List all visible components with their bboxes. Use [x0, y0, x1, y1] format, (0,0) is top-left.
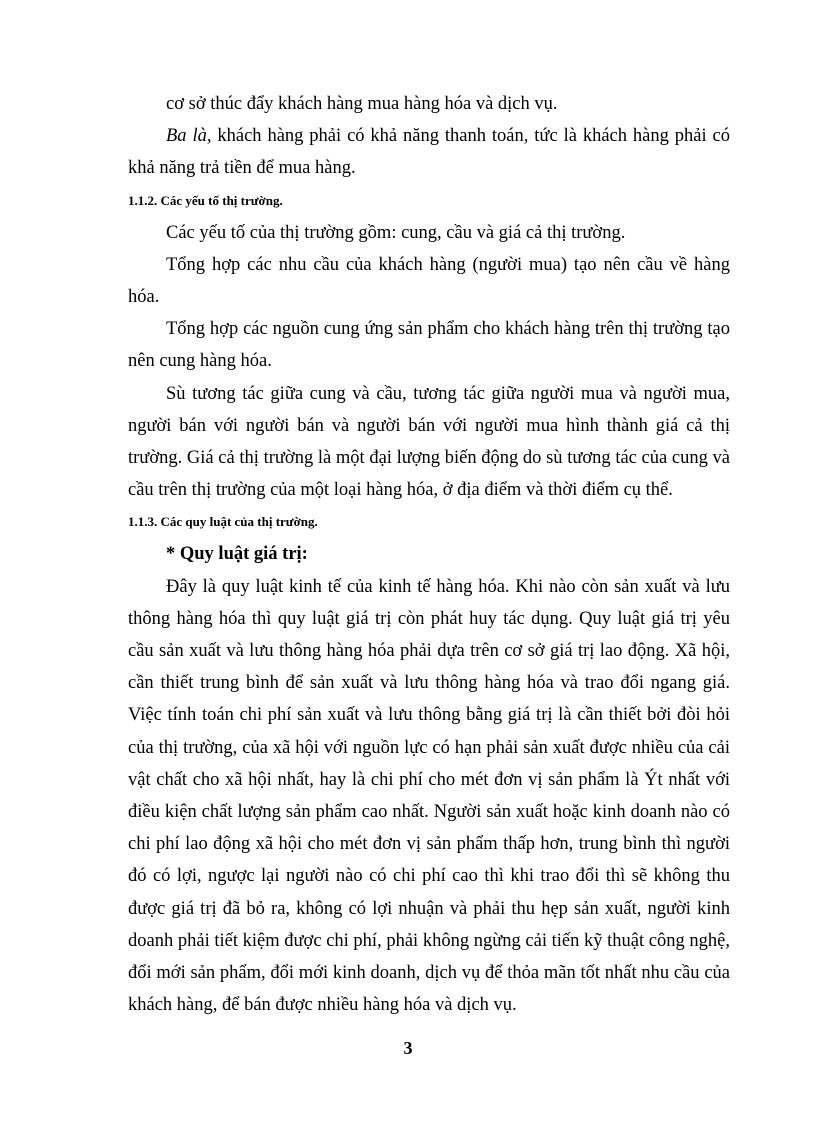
- subheading-value-law: * Quy luật giá trị:: [166, 544, 308, 565]
- section-heading-1-1-2: 1.1.2. Các yếu tố thị trường.: [128, 192, 283, 208]
- paragraph-value-law: Đây là quy luật kinh tế của kinh tế hàng hóa. Khi nào còn sản xuất và lưu thông hàng hóa thì quy luật giá trị còn phát huy tác dụng. Quy luật giá trị yêu cầu sản xuất và lưu thông hàng hóa phải dựa trên cơ sở giá trị lao động. Xã hội, cần thiết trung bình để sản xuất và lưu thông hàng hóa và trao đổi ngang giá. Việc tính toán chi phí sản xuất và lưu thông bằng giá trị là cần thiết bởi đòi hỏi của thị trường, của xã hội với nguồn lực có hạn phải sản xuất được nhiều của cải vật chất cho xã hội nhất, hay là chi phí cho mét đơn vị sản phẩm là Ýt nhất với điều kiện chất lượng sản phẩm cao nhất. Người sản xuất hoặc kinh doanh nào có chi phí lao động xã hội cho mét đơn vị sản phẩm thấp hơn, trung bình thì người đó có lợi, ngược lại người nào có chi phí cao thì khi trao đổi thì sẽ không thu được giá trị đã bỏ ra, không có lợi nhuận và phải thu hẹp sản xuất, người kinh doanh phải tiết kiệm được chi phí, phải không ngừng cải tiến kỹ thuật công nghệ, đổi mới sản phẩm, đổi mới kinh doanh, dịch vụ để thỏa mãn tốt nhất nhu cầu của khách hàng, để bán được nhiều hàng hóa và dịch vụ.: [128, 576, 730, 1016]
- paragraph-continuation: cơ sở thúc đẩy khách hàng mua hàng hóa và dịch vụ.: [166, 94, 558, 114]
- page-number: 3: [403, 1038, 413, 1058]
- paragraph-demand: Tổng hợp các nhu cầu của khách hàng (người mua) tạo nên cầu về hàng hóa.: [128, 254, 730, 308]
- section-heading-1-1-3: 1.1.3. Các quy luật của thị trường.: [128, 514, 318, 530]
- paragraph-lead-italic: Ba là,: [166, 126, 212, 147]
- paragraph-interaction: Sù tương tác giữa cung và cầu, tương tác giữa người mua và người mua, người bán với người bán và người bán với người mua hình thành giá cả thị trường. Giá cả thị trường là một đại lượng biến động do sù tương tác của cung và cầu trên thị trường của một loại hàng hóa, ở địa điểm và thời điểm cụ thể.: [128, 383, 730, 501]
- paragraph-ba-la-text: khách hàng phải có khả năng thanh toán, tức là khách hàng phải có khả năng trả tiền để mua hàng.: [128, 126, 730, 179]
- paragraph-supply: Tổng hợp các nguồn cung ứng sản phẩm cho khách hàng trên thị trường tạo nên cung hàng hóa.: [128, 319, 730, 372]
- document-page: [128, 88, 730, 1021]
- paragraph-market-elements: Các yếu tố của thị trường gồm: cung, cầu và giá cả thị trường.: [166, 222, 626, 243]
- paragraph-ba-la: [128, 120, 730, 184]
